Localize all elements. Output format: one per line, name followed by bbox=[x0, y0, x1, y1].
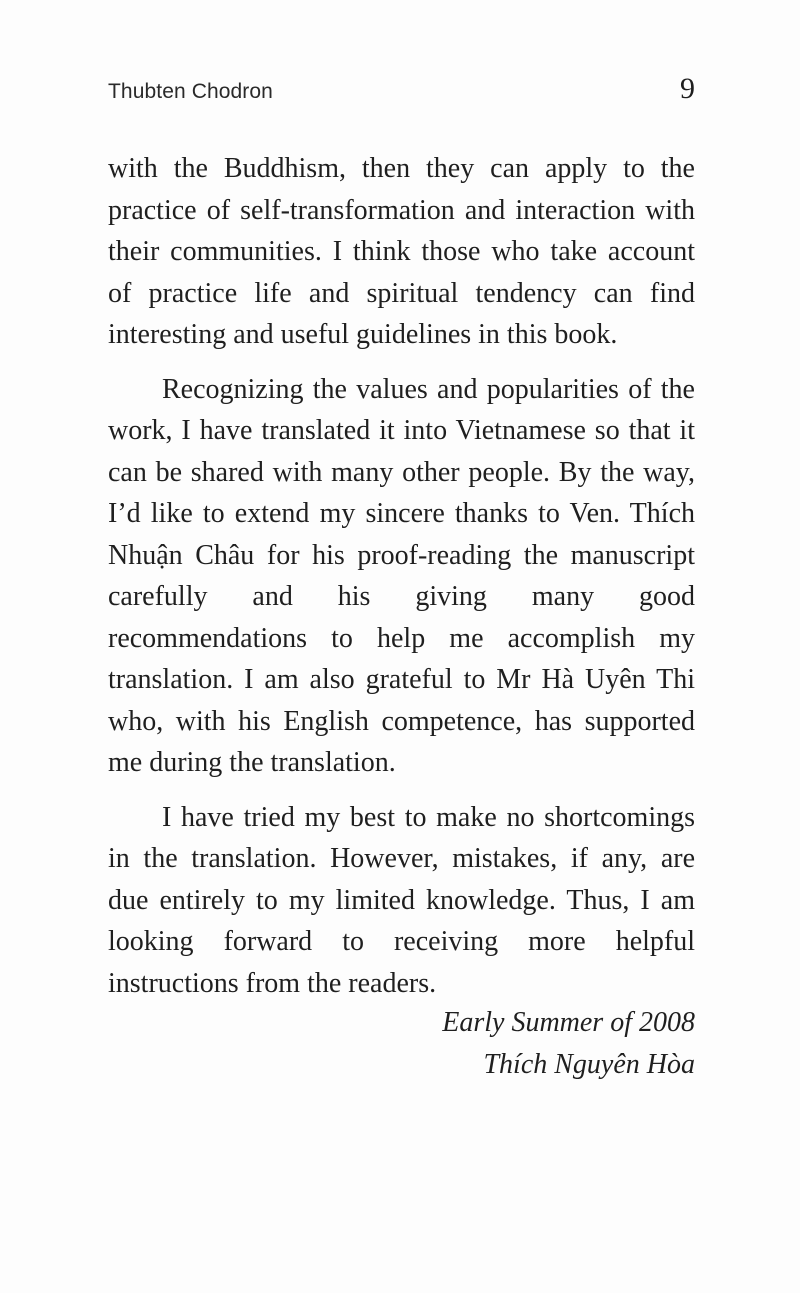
page-number: 9 bbox=[680, 72, 695, 105]
body-text bbox=[108, 148, 695, 1017]
paragraph-translation-thanks: Recognizing the values and popularities of the work, I have translated it into Vietnamese so that it can be shared with many other people. By the way, I’d like to extend my sincere thanks to Ven. Thích Nhuận Châu for his proof-reading the manuscript carefully and his giving many good recommendations to help me accomplish my translation. I am also grateful to Mr Hà Uyên Thi who, with his English competence, has supported me during the translation. bbox=[108, 373, 695, 778]
signature-date: Early Summer of 2008 bbox=[442, 1007, 695, 1038]
running-head: Thubten Chodron bbox=[108, 80, 273, 103]
signature-name: Thích Nguyên Hòa bbox=[483, 1049, 695, 1080]
page-header bbox=[108, 72, 695, 112]
paragraph-shortcomings: I have tried my best to make no shortcomings in the translation. However, mistakes, if any, are due entirely to my limited knowledge. Thus, I am looking forward to receiving more helpful instructions from the readers. bbox=[108, 801, 695, 999]
signature-block bbox=[442, 1002, 695, 1086]
paragraph-continuation: with the Buddhism, then they can apply to the practice of self-transformation and interaction with their communities. I think those who take account of practice life and spiritual tendency can find interesting and useful guidelines in this book. bbox=[108, 153, 695, 350]
